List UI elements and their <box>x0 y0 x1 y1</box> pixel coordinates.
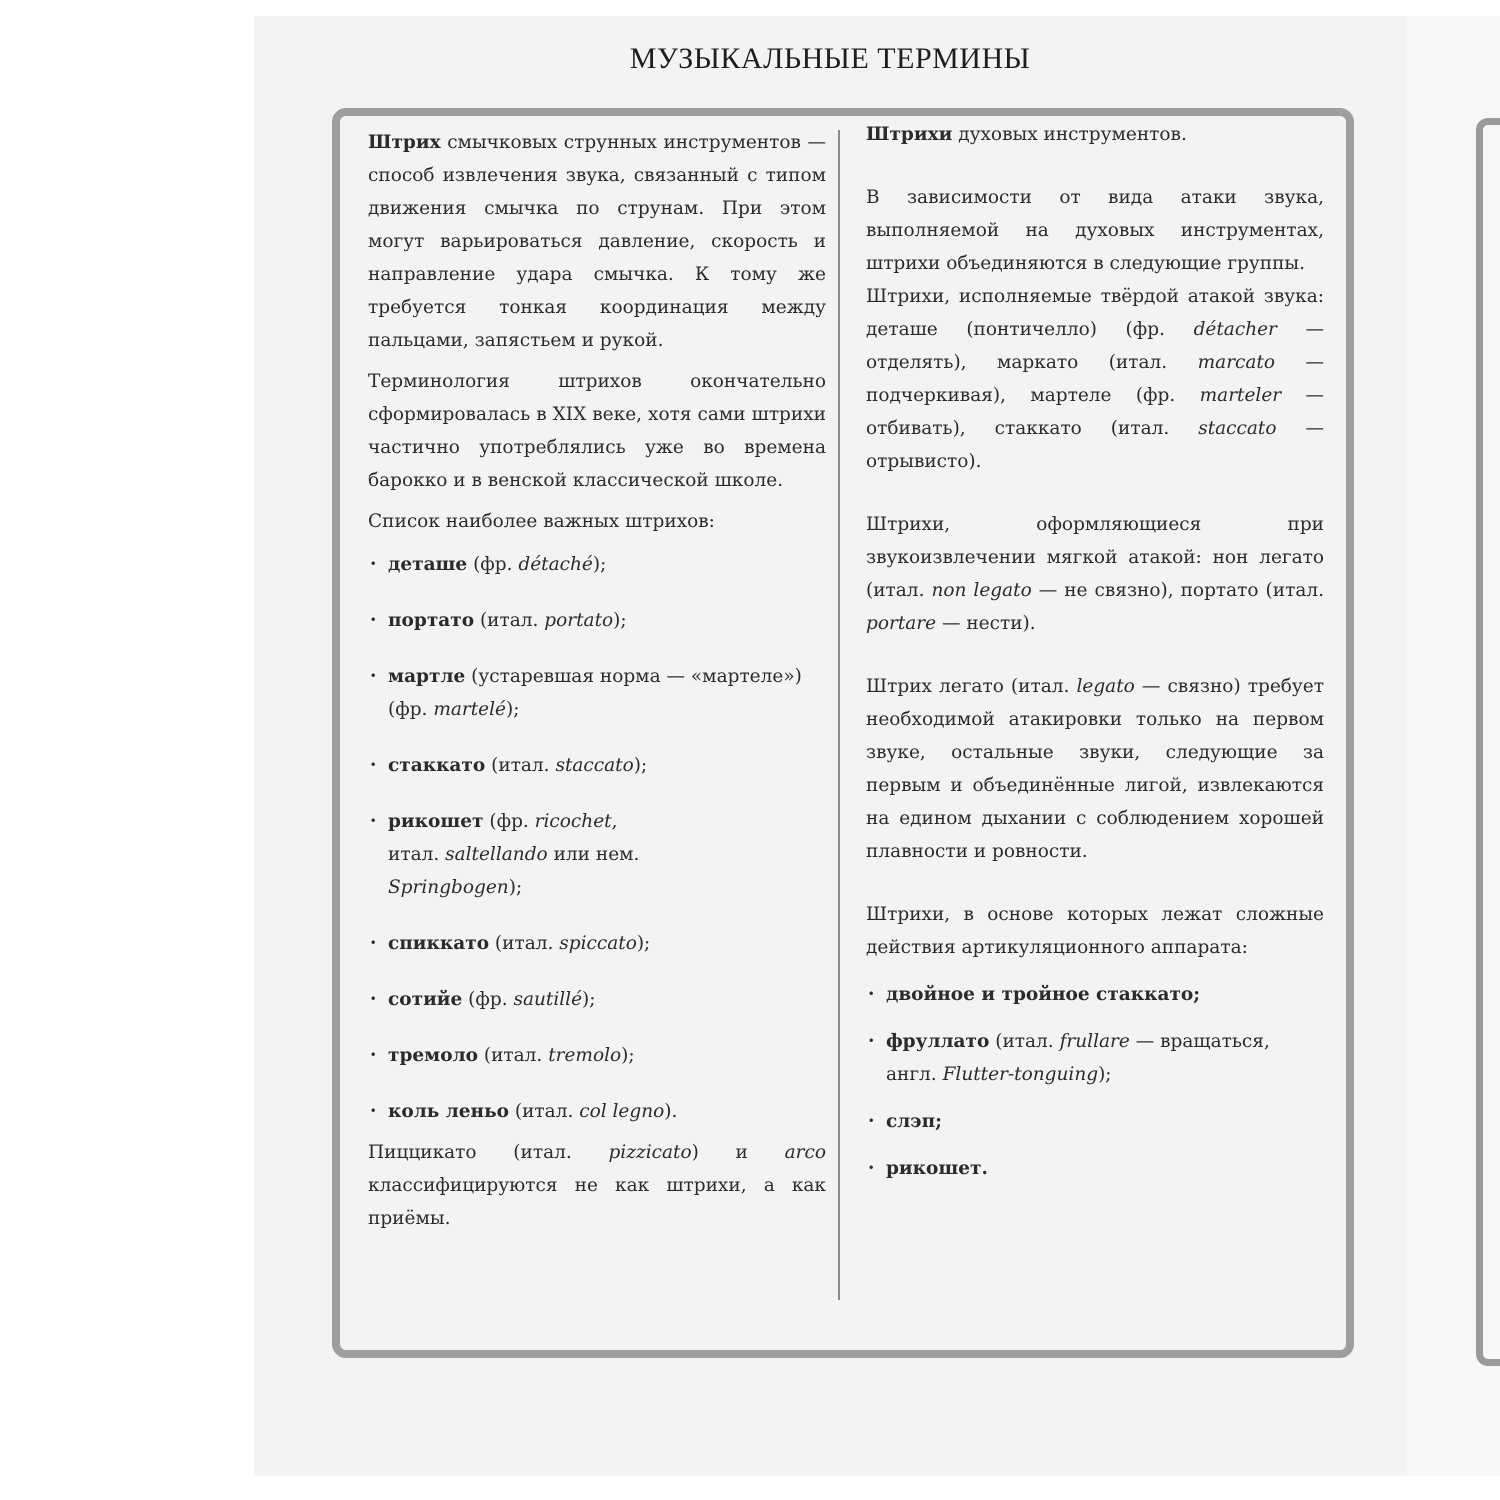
item-text: ); <box>1098 1064 1112 1085</box>
item-term: спиккато <box>388 933 490 954</box>
item-foreign: martelé <box>433 699 506 720</box>
list-item <box>368 749 826 782</box>
item-foreign: Flutter-tonguing <box>942 1064 1099 1085</box>
item-foreign: détaché <box>518 554 593 575</box>
item-text: (итал. <box>989 1031 1060 1052</box>
pizzicato-note <box>368 1136 826 1235</box>
note-foreign: arco <box>784 1142 826 1163</box>
item-text: ); <box>505 699 520 720</box>
list-item <box>368 1095 826 1128</box>
soft-attack-paragraph <box>866 508 1324 640</box>
column-divider <box>838 130 840 1300</box>
item-foreign: tremolo <box>548 1045 622 1066</box>
list-item <box>368 1039 826 1072</box>
item-term: рикошет <box>388 811 484 832</box>
strings-text: смычковых струнных инструментов — способ извлечения звука, связанный с типом движения смычка по струнам. При этом могут варьироваться давление, скорость и направление удара смычка. К тому же требуется тонкая координация между пальцами, запястьем и рукой. <box>368 132 826 351</box>
para-text: Штрих легато (итал. <box>866 676 1077 697</box>
note-text: Пиццикато (итал. <box>368 1142 609 1163</box>
item-term: сотийе <box>388 989 463 1010</box>
list-item <box>368 604 826 637</box>
terminology-paragraph: Терминология штрихов окончательно сформировалась в XIX веке, хотя сами штрихи частично употреблялись уже во времена барокко и в венской классической школе. <box>368 371 826 491</box>
item-term: рикошет. <box>886 1158 988 1179</box>
item-term: тремоло <box>388 1045 478 1066</box>
list-item <box>866 1152 1324 1185</box>
item-foreign: ricochet <box>534 811 612 832</box>
list-item <box>866 1025 1324 1091</box>
list-item <box>866 1105 1324 1138</box>
list-item <box>368 660 806 726</box>
page-title: МУЗЫКАЛЬНЫЕ ТЕРМИНЫ <box>629 42 1031 75</box>
item-text: ). <box>664 1101 678 1122</box>
item-foreign: spiccato <box>559 933 637 954</box>
complex-paragraph: Штрихи, в основе которых лежат сложные действия артикуляционного аппарата: <box>866 904 1324 958</box>
winds-term: Штрихи <box>866 124 953 145</box>
next-page-frame <box>1476 118 1500 1366</box>
item-term: стаккато <box>388 755 486 776</box>
item-term: портато <box>388 610 475 631</box>
note-text: классифицируются не как штрихи, а как приёмы. <box>368 1175 826 1229</box>
item-foreign: staccato <box>555 755 634 776</box>
item-text: ); <box>582 989 596 1010</box>
para-text: — нести). <box>936 613 1036 634</box>
note-foreign: pizzicato <box>608 1142 692 1163</box>
strings-definition <box>368 126 826 357</box>
item-text: ); <box>592 554 607 575</box>
para-text: — отрывисто). <box>866 418 1324 472</box>
item-term: слэп; <box>886 1111 942 1132</box>
item-text: (итал. <box>509 1101 580 1122</box>
left-column <box>368 126 826 1235</box>
list-item <box>368 805 658 904</box>
para-text: — связно) требует необходимой атакировки только на первом звуке, остальные звуки, следующие за первым и объединённые лигой, извлекаются на едином дыхании с соблюдением хорошей плавности и ровности. <box>866 676 1324 862</box>
right-column <box>866 118 1324 1185</box>
list-item <box>368 927 826 960</box>
para-text: Штрихи, оформляющиеся при звукоизвлечении мягкой атакой: нон легато (итал. <box>866 514 1324 601</box>
winds-text: духовых инструментов. <box>952 124 1187 145</box>
item-text: или нем. <box>547 844 640 865</box>
hard-attack-paragraph <box>866 280 1324 478</box>
item-text: (итал. <box>485 755 556 776</box>
para-text: — отделять), маркато (итал. <box>866 319 1324 373</box>
item-text: ); <box>636 933 651 954</box>
item-term: коль леньо <box>388 1101 509 1122</box>
note-text: ) и <box>691 1142 785 1163</box>
para-text: — не связно), портато (итал. <box>1031 580 1324 601</box>
item-text: ); <box>621 1045 635 1066</box>
item-foreign: saltellando <box>445 844 548 865</box>
legato-paragraph <box>866 670 1324 868</box>
item-text: (фр. <box>467 554 519 575</box>
item-text: (итал. <box>474 610 545 631</box>
item-foreign: frullare <box>1059 1031 1130 1052</box>
para-foreign: marteler <box>1199 385 1282 406</box>
item-text: ); <box>633 755 648 776</box>
strings-term: Штрих <box>368 132 441 153</box>
para-foreign: marcato <box>1197 352 1276 373</box>
item-term: деташе <box>388 554 468 575</box>
item-text: (фр. <box>462 989 514 1010</box>
para-foreign: portare <box>866 613 937 634</box>
para-text: Штрихи, исполняемые твёрдой атакой звука: деташе (понтичелло) (фр. <box>866 286 1324 340</box>
item-text: (устаревшая норма — «мартеле») (фр. <box>388 666 802 720</box>
winds-heading <box>866 118 1324 151</box>
para-text: — подчеркивая), мартеле (фр. <box>866 352 1324 406</box>
item-foreign: Springbogen <box>388 877 509 898</box>
attack-intro: В зависимости от вида атаки звука, выполняемой на духовых инструментах, штрихи объединяются в следующие группы. <box>866 187 1324 274</box>
list-item <box>368 983 826 1016</box>
list-item <box>368 548 826 581</box>
item-text: (итал. <box>489 933 560 954</box>
para-text: — отбивать), стаккато (итал. <box>866 385 1324 439</box>
item-text: ); <box>508 877 523 898</box>
list-item <box>866 978 1324 1011</box>
para-foreign: détacher <box>1193 319 1277 340</box>
item-text: — вращаться, англ. <box>886 1031 1270 1085</box>
item-foreign: sautillé <box>513 989 583 1010</box>
list-heading: Список наиболее важных штрихов: <box>368 511 715 532</box>
item-term: мартле <box>388 666 466 687</box>
item-text: ); <box>613 610 627 631</box>
para-foreign: legato <box>1076 676 1135 697</box>
para-foreign: staccato <box>1198 418 1277 439</box>
item-term: двойное и тройное стаккато; <box>886 984 1201 1005</box>
item-text: (фр. <box>483 811 535 832</box>
para-foreign: non legato <box>931 580 1032 601</box>
item-term: фруллато <box>886 1031 990 1052</box>
item-foreign: col legno <box>579 1101 665 1122</box>
item-text: (итал. <box>477 1045 549 1066</box>
item-text: , итал. <box>388 811 618 865</box>
item-foreign: portato <box>544 610 614 631</box>
